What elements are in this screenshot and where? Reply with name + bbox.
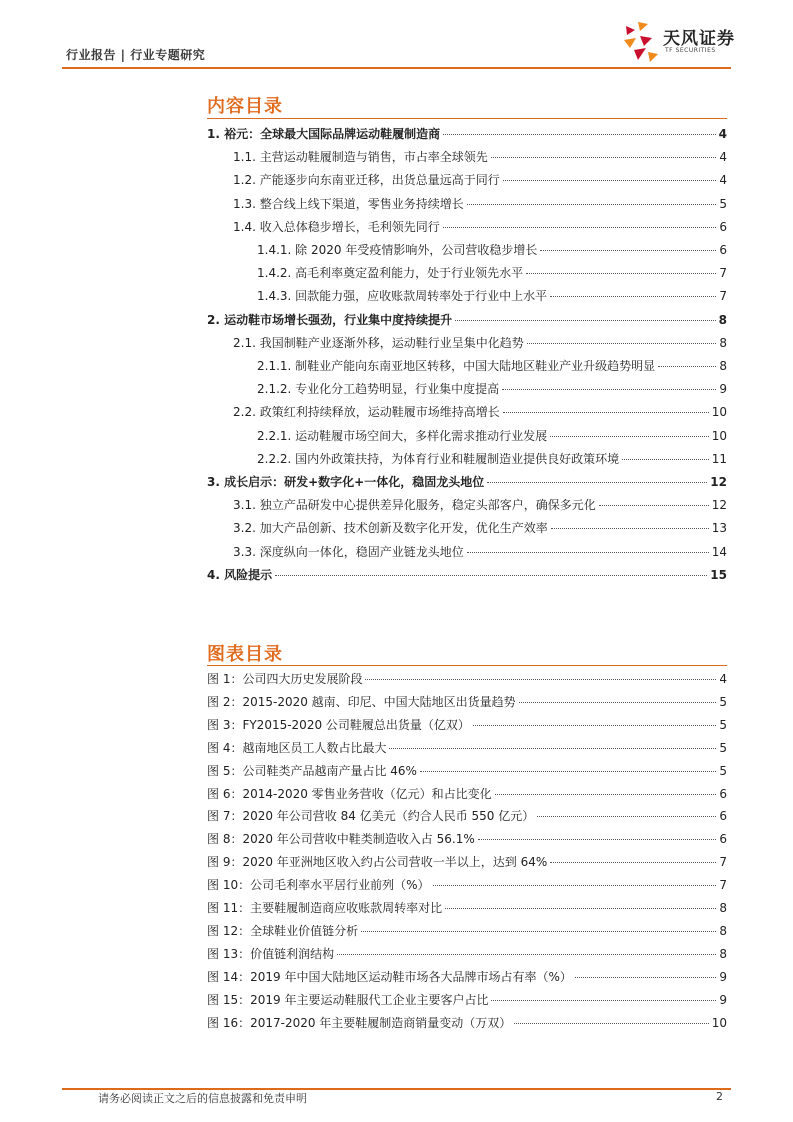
figure-leader-dots [537, 816, 716, 817]
toc-leader-dots [550, 296, 716, 297]
figure-entry[interactable] [207, 693, 727, 711]
figure-entry-label: 图 3：FY2015-2020 公司鞋履总出货量（亿双） [207, 717, 470, 732]
figures-title-divider [207, 665, 727, 666]
toc-entry-label: 1. 裕元：全球最大国际品牌运动鞋履制造商 [207, 127, 441, 141]
toc-leader-dots [550, 436, 709, 437]
figure-entry-label: 图 15：2019 年主要运动鞋服代工企业主要客户占比 [207, 992, 489, 1007]
toc-entry-label: 2.2. 政策红利持续释放，运动鞋履市场维持高增长 [233, 405, 500, 420]
figure-entry-page: 8 [719, 901, 727, 915]
toc-entry-label: 1.1. 主营运动鞋履制造与销售，市占率全球领先 [233, 150, 488, 165]
figure-entry-label: 图 4：越南地区员工人数占比最大 [207, 740, 387, 755]
toc-leader-dots [275, 575, 707, 576]
figure-leader-dots [514, 1023, 708, 1024]
toc-entry-page: 10 [711, 428, 727, 443]
figure-entry-label: 图 10：公司毛利率水平居行业前列（%） [207, 878, 430, 893]
page-number: 2 [716, 1090, 723, 1103]
figure-entry[interactable] [207, 785, 727, 803]
toc-entry-label: 3.1. 独立产品研发中心提供差异化服务，稳定头部客户，确保多元化 [233, 498, 596, 513]
toc-entry[interactable] [207, 311, 727, 329]
figure-entry[interactable] [207, 899, 727, 917]
toc-entry-label: 1.3. 整合线上线下渠道，零售业务持续增长 [233, 196, 464, 211]
toc-entry[interactable] [233, 496, 727, 514]
toc-entry[interactable] [257, 241, 727, 259]
figure-entry-page: 8 [719, 923, 727, 938]
toc-entry-label: 2.1.2. 专业化分工趋势明显，行业集中度提高 [257, 382, 500, 397]
logo-text-en: TF SECURITIES [665, 47, 716, 54]
toc-entry-page: 7 [719, 289, 727, 304]
toc-entry-label: 1.4.1. 除 2020 年受疫情影响外，公司营收稳步增长 [257, 243, 538, 257]
figure-leader-dots [445, 908, 716, 909]
toc-entry-page: 8 [719, 335, 727, 350]
toc-entry-page: 12 [710, 475, 727, 489]
figure-entry[interactable] [207, 1014, 727, 1032]
figure-entry-page: 6 [719, 809, 727, 824]
figure-leader-dots [575, 977, 717, 978]
toc-entry[interactable] [207, 125, 727, 143]
figure-entry-label: 图 2：2015-2020 越南、印尼、中国大陆地区出货量趋势 [207, 694, 516, 709]
figure-leader-dots [478, 839, 717, 840]
toc-entry-page: 11 [711, 451, 727, 466]
figure-entry-page: 10 [711, 1015, 727, 1030]
toc-entry-label: 2.2.2. 国内外政策扶持，为体育行业和鞋履制造业提供良好政策环境 [257, 451, 620, 466]
figures-title: 图表目录 [207, 644, 283, 665]
figure-entry-label: 图 16：2017-2020 年主要鞋履制造商销量变动（万双） [207, 1015, 512, 1030]
toc-entry-label: 3.3. 深度纵向一体化，稳固产业链龙头地位 [233, 544, 464, 559]
toc-leader-dots [502, 389, 716, 390]
figure-entry-page: 8 [719, 946, 727, 961]
figure-leader-dots [550, 862, 716, 863]
toc-entry-label: 1.4.2. 高毛利率奠定盈利能力，处于行业领先水平 [257, 266, 524, 281]
figure-leader-dots [491, 1000, 716, 1001]
toc-leader-dots [503, 412, 709, 413]
figure-leader-dots [473, 725, 716, 726]
figure-entry-page: 5 [719, 694, 727, 709]
figure-leader-dots [519, 702, 717, 703]
toc-leader-dots [540, 250, 716, 251]
figure-leader-dots [420, 771, 716, 772]
toc-leader-dots [526, 273, 716, 274]
figure-entry-page: 5 [719, 740, 727, 755]
toc-leader-dots [658, 366, 716, 367]
toc-entry-page: 6 [719, 219, 727, 234]
figure-entry-page: 7 [719, 855, 727, 870]
toc-entry-label: 1.2. 产能逐步向东南亚迁移，出货总量远高于同行 [233, 173, 500, 188]
toc-entry-page: 9 [719, 382, 727, 397]
toc-entry[interactable] [207, 473, 727, 491]
toc-entry[interactable] [257, 450, 727, 468]
footer-disclaimer: 请务必阅读正文之后的信息披露和免责申明 [98, 1092, 307, 1105]
toc-leader-dots [622, 459, 709, 460]
figure-leader-dots [361, 931, 716, 932]
toc-entry-label: 2. 运动鞋市场增长强劲，行业集中度持续提升 [207, 312, 453, 327]
figure-entry[interactable] [207, 876, 727, 894]
toc-entry-label: 1.4.3. 回款能力强，应收账款周转率处于行业中上水平 [257, 289, 548, 304]
header-report-type: 行业报告 | 行业专题研究 [66, 48, 206, 62]
figure-entry[interactable] [207, 762, 727, 780]
toc-entry[interactable] [233, 195, 727, 213]
toc-entry[interactable] [233, 403, 727, 421]
toc-title: 内容目录 [207, 96, 283, 117]
toc-entry-page: 7 [719, 266, 727, 281]
toc-leader-dots [527, 343, 717, 344]
figure-entry-page: 9 [719, 969, 727, 984]
toc-entry[interactable] [233, 543, 727, 561]
figure-entry-page: 5 [719, 717, 727, 732]
figure-entry[interactable] [207, 716, 727, 734]
toc-entry-page: 6 [719, 243, 727, 257]
toc-entry-label: 2.1. 我国制鞋产业逐渐外移，运动鞋行业呈集中化趋势 [233, 335, 524, 350]
figure-entry-page: 4 [719, 672, 727, 686]
figure-leader-dots [337, 954, 716, 955]
figure-leader-dots [389, 748, 716, 749]
toc-entry[interactable] [257, 427, 727, 445]
toc-entry-label: 2.1.1. 制鞋业产能向东南亚地区转移，中国大陆地区鞋业产业升级趋势明显 [257, 359, 656, 373]
figure-entry-label: 图 6：2014-2020 零售业务营收（亿元）和占比变化 [207, 786, 492, 801]
toc-entry-page: 15 [710, 567, 727, 582]
figure-entry-label: 图 1：公司四大历史发展阶段 [207, 672, 363, 686]
toc-entry-label: 4. 风险提示 [207, 567, 273, 582]
toc-entry-page: 4 [719, 173, 727, 188]
header-divider [62, 67, 731, 69]
toc-leader-dots [551, 528, 709, 529]
figure-entry-label: 图 8：2020 年公司营收中鞋类制造收入占 56.1% [207, 832, 475, 847]
toc-entry-label: 2.2.1. 运动鞋履市场空间大，多样化需求推动行业发展 [257, 428, 548, 443]
toc-entry[interactable] [257, 357, 727, 375]
toc-entry-page: 4 [719, 150, 727, 165]
toc-entry-page: 8 [718, 312, 727, 327]
figure-entry-page: 9 [719, 992, 727, 1007]
figure-entry[interactable] [207, 853, 727, 871]
logo-mark-icon [620, 18, 662, 66]
toc-entry[interactable] [233, 334, 727, 352]
figure-leader-dots [433, 885, 717, 886]
figure-entry[interactable] [207, 739, 727, 757]
toc-entry-label: 1.4. 收入总体稳步增长，毛利领先同行 [233, 219, 440, 234]
figure-entry[interactable] [207, 670, 727, 688]
figure-entry-label: 图 11：主要鞋履制造商应收账款周转率对比 [207, 901, 443, 915]
toc-entry-label: 3. 成长启示：研发+数字化+一体化，稳固龙头地位 [207, 475, 485, 489]
toc-leader-dots [443, 134, 716, 135]
figure-entry-label: 图 5：公司鞋类产品越南产量占比 46% [207, 763, 417, 778]
toc-entry[interactable] [233, 519, 727, 537]
toc-entry[interactable] [257, 287, 727, 305]
toc-entry-page: 13 [711, 521, 727, 536]
figure-leader-dots [495, 794, 717, 795]
figure-entry[interactable] [207, 830, 727, 848]
toc-entry[interactable] [257, 264, 727, 282]
toc-entry[interactable] [257, 380, 727, 398]
toc-leader-dots [491, 157, 717, 158]
figure-entry-label: 图 14：2019 年中国大陆地区运动鞋市场各大品牌市场占有率（%） [207, 969, 572, 984]
toc-leader-dots [503, 180, 717, 181]
figure-entry-label: 图 7：2020 年公司营收 84 亿美元（约合人民币 550 亿元） [207, 809, 535, 824]
toc-leader-dots [599, 505, 709, 506]
toc-entry[interactable] [233, 171, 727, 189]
toc-entry[interactable] [233, 148, 727, 166]
figure-entry[interactable] [207, 945, 727, 963]
figure-entry[interactable] [207, 922, 727, 940]
toc-entry[interactable] [233, 218, 727, 236]
toc-entry-page: 10 [711, 405, 727, 420]
toc-leader-dots [455, 320, 716, 321]
figure-entry-label: 图 12：全球鞋业价值链分析 [207, 923, 359, 938]
figure-entry-label: 图 13：价值链利润结构 [207, 946, 335, 961]
toc-entry-page: 8 [719, 359, 727, 373]
figure-entry[interactable] [207, 807, 727, 825]
figure-leader-dots [365, 679, 716, 680]
logo-text-cn: 天风证券 [663, 29, 735, 49]
figure-entry[interactable] [207, 991, 727, 1009]
figure-entry-page: 6 [719, 832, 727, 847]
figure-entry[interactable] [207, 968, 727, 986]
company-logo [620, 18, 740, 70]
toc-leader-dots [467, 204, 717, 205]
toc-entry-page: 12 [711, 498, 727, 513]
toc-leader-dots [443, 227, 717, 228]
figure-entry-page: 7 [719, 878, 727, 893]
toc-entry-label: 3.2. 加大产品创新、技术创新及数字化开发，优化生产效率 [233, 521, 548, 536]
toc-leader-dots [467, 552, 709, 553]
toc-entry[interactable] [207, 566, 727, 584]
toc-entry-page: 14 [711, 544, 727, 559]
figure-entry-page: 5 [719, 763, 727, 778]
figure-entry-label: 图 9：2020 年亚洲地区收入约占公司营收一半以上，达到 64% [207, 855, 548, 870]
toc-entry-page: 4 [718, 127, 727, 141]
toc-entry-page: 5 [719, 196, 727, 211]
figure-entry-page: 6 [719, 786, 727, 801]
toc-title-divider [207, 118, 727, 119]
toc-leader-dots [487, 482, 707, 483]
